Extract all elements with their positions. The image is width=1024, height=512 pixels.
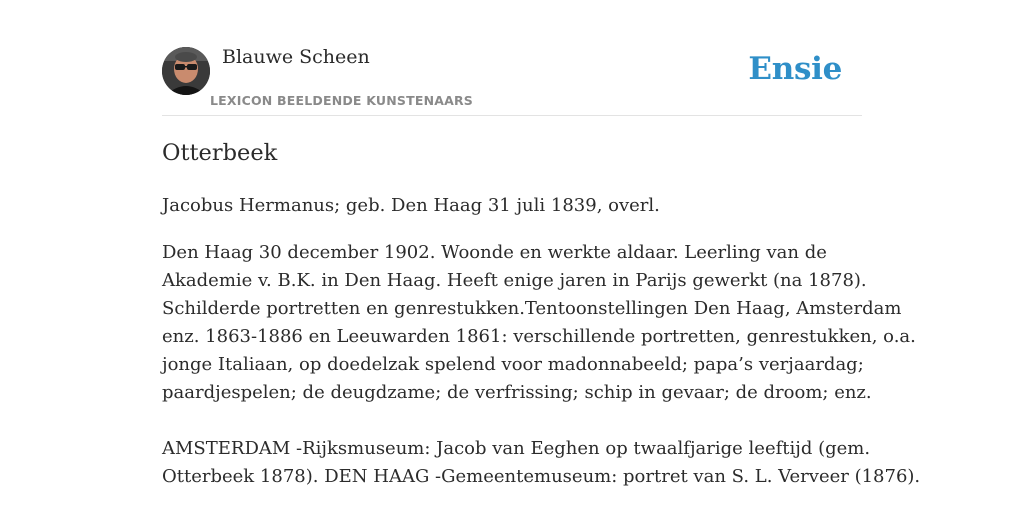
avatar-photo	[162, 47, 210, 95]
article-title: Otterbeek	[162, 140, 278, 166]
article-header	[162, 44, 862, 116]
body-line: AMSTERDAM -Rijksmuseum: Jacob van Eeghen op twaalfjarige leeftijd (gem.	[162, 438, 871, 459]
article-intro: Jacobus Hermanus; geb. Den Haag 31 juli 1839, overl.	[162, 195, 660, 216]
body-line: paardjespelen; de deugdzame; de verfrissing; schip in gevaar; de droom; enz.	[162, 382, 872, 403]
article-body	[162, 239, 921, 491]
author-name[interactable]: Blauwe Scheen	[222, 46, 370, 68]
body-line: jonge Italiaan, op doedelzak spelend voor madonnabeeld; papa’s verjaardag;	[162, 354, 864, 375]
author-avatar[interactable]	[162, 47, 210, 95]
body-line: Schilderde portretten en genrestukken.Tentoonstellingen Den Haag, Amsterdam	[162, 298, 902, 319]
body-line: Den Haag 30 december 1902. Woonde en werkte aldaar. Leerling van de	[162, 242, 827, 263]
body-line-blank	[162, 407, 872, 435]
body-line: enz. 1863-1886 en Leeuwarden 1861: verschillende portretten, genrestukken, o.a.	[162, 326, 916, 347]
body-line: Akademie v. B.K. in Den Haag. Heeft enige jaren in Parijs gewerkt (na 1878).	[162, 270, 867, 291]
category-label[interactable]: LEXICON BEELDENDE KUNSTENAARS	[210, 93, 474, 108]
body-line: Otterbeek 1878). DEN HAAG -Gemeentemuseum: portret van S. L. Verveer (1876).	[162, 466, 921, 487]
brand-logo[interactable]: Ensie	[748, 51, 842, 87]
